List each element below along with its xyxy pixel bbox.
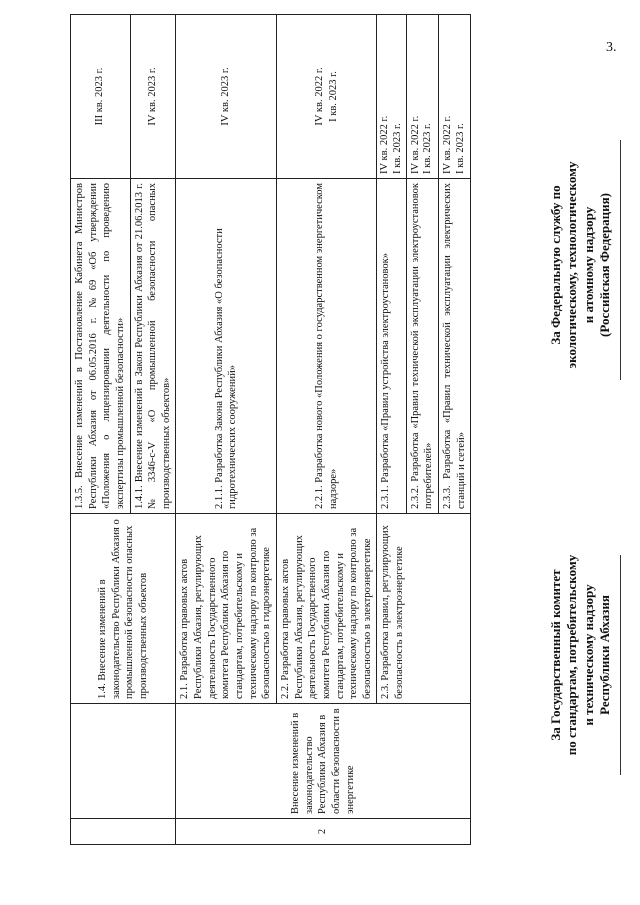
period-cell xyxy=(406,15,438,179)
signature-block-russia xyxy=(548,125,613,405)
signature-line-left xyxy=(620,555,621,775)
signature-line-text: и техническому надзору xyxy=(580,584,596,726)
period-line: I кв. 2023 г. xyxy=(327,71,339,122)
submeasure-cell: 2.2.1. Разработка нового «Положения о государственном энергетическом надзоре» xyxy=(276,179,376,514)
submeasure-cell: 2.1.1. Разработка Закона Республики Абхазия «О безопасности гидротехнических сооружений» xyxy=(176,179,276,514)
period-cell: IV кв. 2023 г. xyxy=(176,15,276,179)
row-number xyxy=(71,819,176,845)
signature-line-text: За Государственный комитет xyxy=(548,569,563,741)
row-number: 2 xyxy=(176,819,471,845)
table-row xyxy=(71,15,131,845)
period-line: I кв. 2023 г. xyxy=(391,123,403,174)
period-line: IV кв. 2022 г. xyxy=(442,115,454,174)
period-cell xyxy=(377,15,406,179)
signature-block-abkhazia xyxy=(548,515,613,795)
submeasure-cell: 2.3.1. Разработка «Правил устройства электроустановок» xyxy=(377,179,406,514)
period-line: IV кв. 2022 г. xyxy=(379,115,391,174)
signature-line-text: За Федеральную службу по xyxy=(548,185,563,345)
submeasure-cell: 1.3.5. Внесение изменений в Постановление Кабинета Министров Республики Абхазия от 06.05.2016 г. №69 «Об утверждении «Положения о лицензировании деятельности по проведению экспертизы промышленной безопасности» xyxy=(71,179,131,514)
period-line: IV кв. 2022 г. xyxy=(314,67,326,126)
measure-cell: 2.2. Разработка правовых актов Республики Абхазия, регулирующих деятельность Государственного комитета Республики Абхазия по стандартам, потребительскому и техническому надзору по контролю за безопасностью в электроэнергетике xyxy=(276,514,376,704)
period-cell: IV кв. 2023 г. xyxy=(130,15,176,179)
signature-line-text: по стандартам, потребительскому xyxy=(564,554,580,756)
measure-cell: 1.4. Внесение изменений в законодательство Республики Абхазия о промышленной безопасности опасных производственных объектов xyxy=(71,514,176,704)
period-line: I кв. 2023 г. xyxy=(454,123,466,174)
submeasure-cell: 2.3.2. Разработка «Правил технической эксплуатации электроустановок потребителей» xyxy=(406,179,438,514)
direction-cell: Внесение изменений в законодательство Республики Абхазия в области безопасности в энергетике xyxy=(176,704,471,819)
period-cell: III кв. 2023 г. xyxy=(71,15,131,179)
signature-line-text: экологическому, технологическому xyxy=(564,161,580,369)
period-cell xyxy=(438,15,470,179)
period-line: IV кв. 2022 г. xyxy=(410,115,422,174)
page-number: 3. xyxy=(606,40,617,55)
direction-cell xyxy=(71,704,176,819)
submeasure-cell: 1.4.1. Внесение изменений в Закон Республики Абхазия от 21.06.2013 г. №3346-с-V «О промышленной безопасности опасных производственных объектов» xyxy=(130,179,176,514)
measure-cell: 2.1. Разработка правовых актов Республики Абхазия, регулирующих деятельность Государственного комитета Республики Абхазия по стандартам, потребительскому и техническому надзору по контролю за безопасностью в гидроэнергетике xyxy=(176,514,276,704)
period-cell xyxy=(276,15,376,179)
signature-line-text: Республики Абхазия xyxy=(596,595,612,715)
signature-line-right xyxy=(620,140,621,380)
measures-table xyxy=(70,14,471,845)
table-row xyxy=(176,15,276,845)
measure-cell: 2.3. Разработка правил, регулирующих безопасность в электроэнергетике xyxy=(377,514,471,704)
signature-line-text: и атомному надзору xyxy=(580,206,596,324)
signature-line-text: (Российская Федерация) xyxy=(596,193,612,337)
period-line: I кв. 2023 г. xyxy=(422,123,434,174)
submeasure-cell: 2.3.3. Разработка «Правил технической эксплуатации электрических станций и сетей» xyxy=(438,179,470,514)
